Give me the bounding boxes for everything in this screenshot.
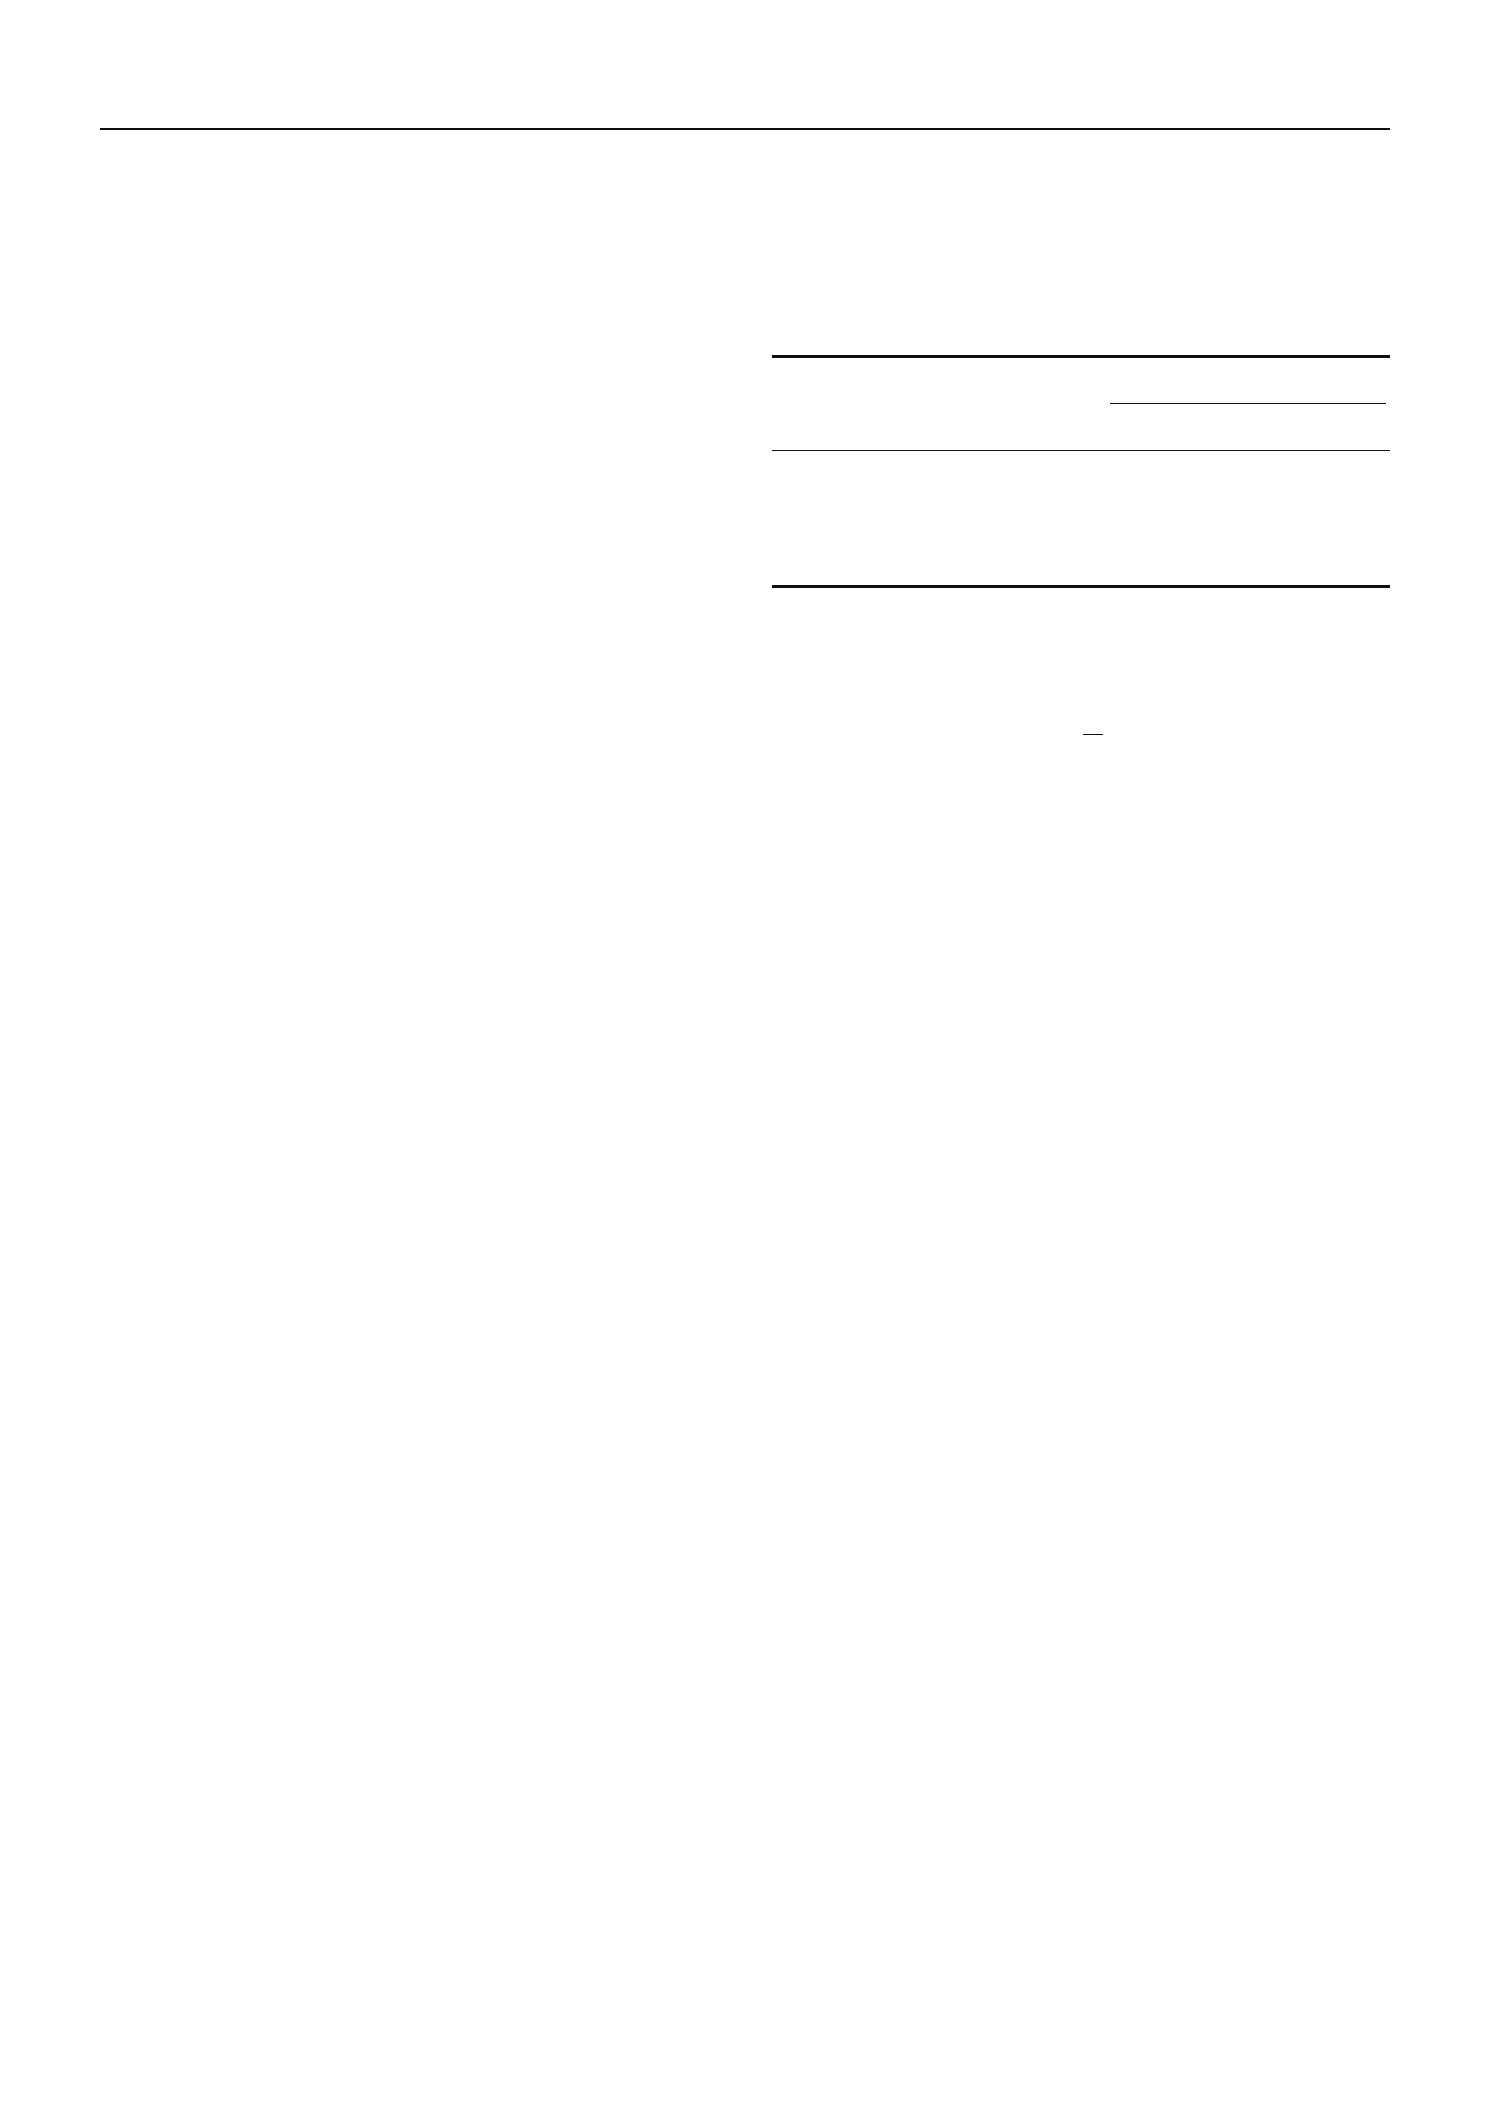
figure3-plot-b-o1s-16ml xyxy=(182,1540,602,1880)
figure3-plot-d-o1s-32ml xyxy=(587,1540,1007,1880)
fraction-denominator xyxy=(1083,735,1103,737)
table-rule-top xyxy=(772,355,1390,358)
figure3-plot-c-zr3d-32ml xyxy=(587,1200,1007,1540)
equation-fraction xyxy=(1083,732,1103,737)
figure2-xrd-chart xyxy=(160,148,660,778)
table-rule-bottom xyxy=(772,585,1390,588)
table2 xyxy=(772,355,1390,588)
equation-body xyxy=(1063,732,1103,737)
table-rule-content-span xyxy=(1110,403,1386,404)
equation-1 xyxy=(775,692,1391,776)
figure3-plot-e-zr3d-40ml xyxy=(992,1200,1412,1540)
table-rule-header xyxy=(772,450,1390,451)
header-rule xyxy=(100,128,1390,130)
figure3-plot-f-o1s-40ml xyxy=(992,1540,1412,1880)
figure3-plot-a-zr3d-16ml xyxy=(182,1200,602,1540)
